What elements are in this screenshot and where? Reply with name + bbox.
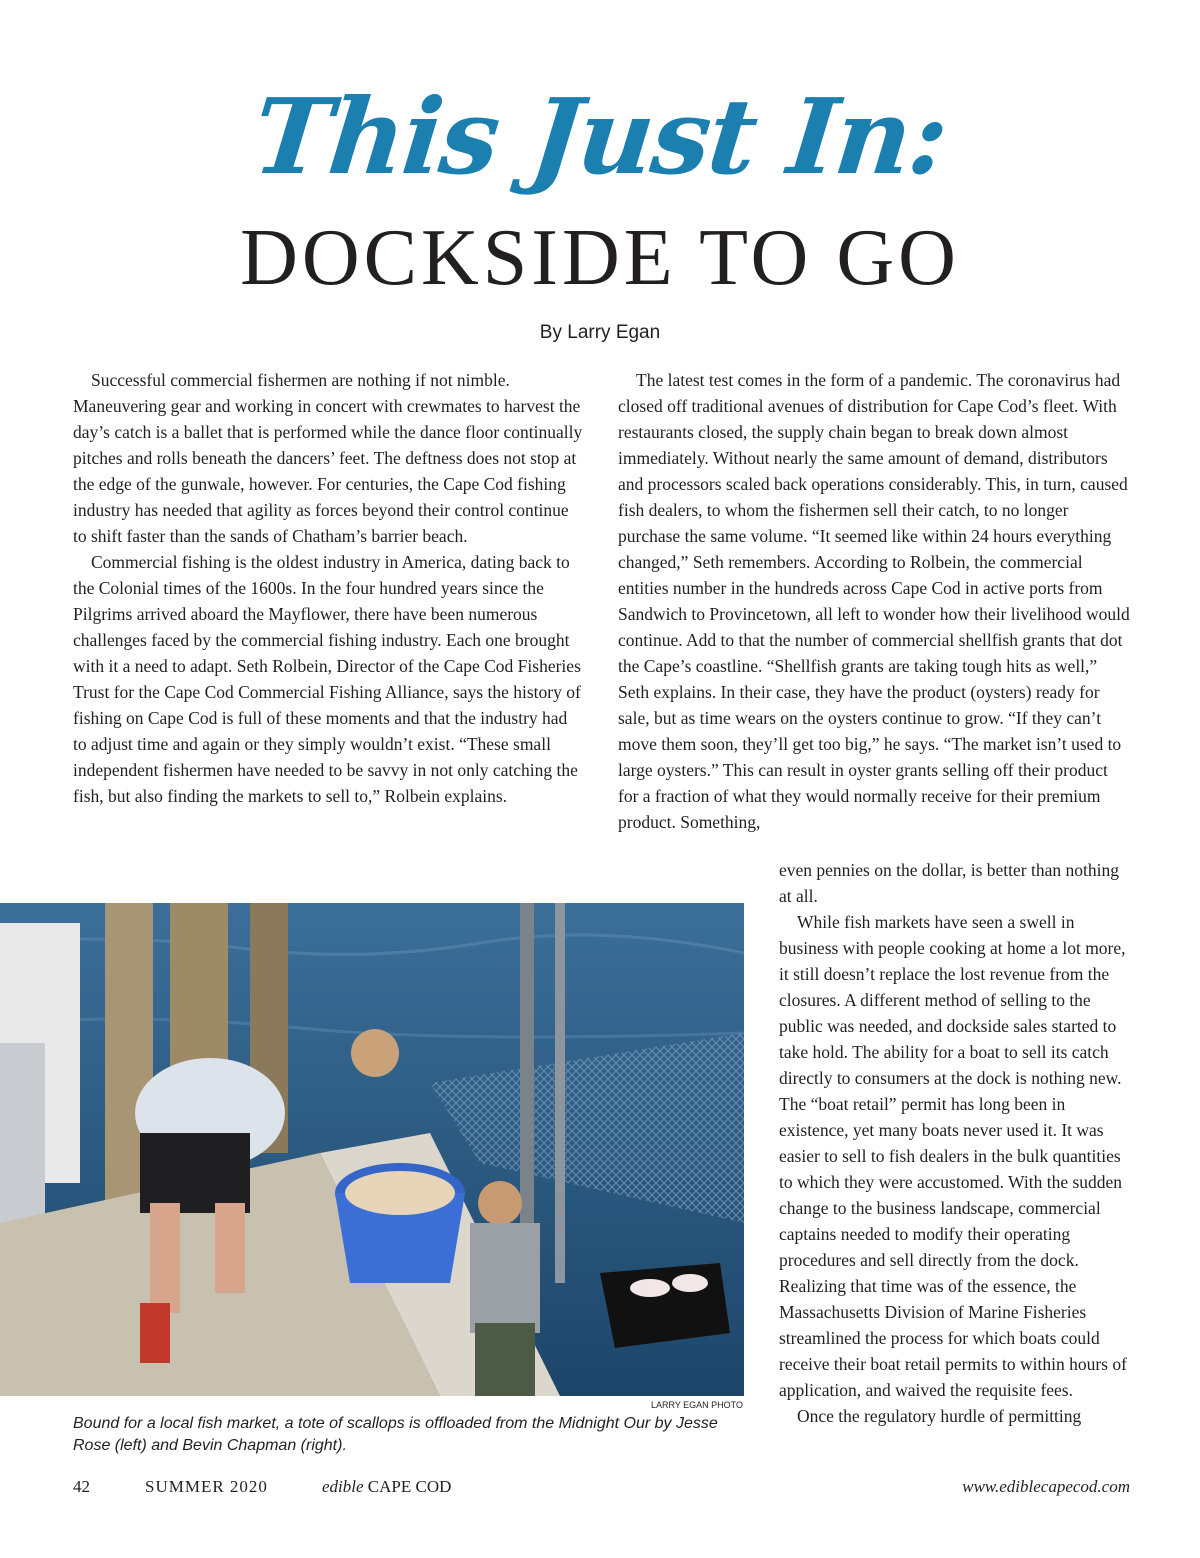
magazine-name <box>322 1474 451 1500</box>
magazine-name-italic: edible <box>322 1477 364 1496</box>
photo-credit: LARRY EGAN PHOTO <box>650 1400 743 1410</box>
article-column-right <box>618 367 1130 835</box>
article-column-left <box>73 367 585 809</box>
article-paragraph: even pennies on the dollar, is better than nothing at all. <box>779 860 1119 906</box>
issue-label: SUMMER 2020 <box>145 1477 268 1496</box>
article-paragraph: While fish markets have seen a swell in business with people cooking at home a lot more, it still doesn’t replace the lost revenue from the closures. A different method of selling to the public was needed, and dockside sales started to take hold. The ability for a boat to sell its catch directly to consumers at the dock is nothing new. The “boat retail” permit has long been in existence, yet many boats never used it. It was easier to sell to fish dealers in the bulk quantities to which they were accustomed. With the sudden change to the business landscape, commercial captains needed to modify their operating procedures and sell directly from the dock. Realizing that time was of the essence, the Massachusetts Division of Marine Fisheries streamlined the process for which boats could receive their boat retail permits to within hours of application, and waived the requisite fees. <box>779 912 1127 1400</box>
article-paragraph: Once the regulatory hurdle of permitting <box>797 1406 1082 1426</box>
byline: By Larry Egan <box>539 322 661 343</box>
photo-caption: Bound for a local fish market, a tote of scallops is offloaded from the Midnight Our by Jesse Rose (left) and Bevin Chapman (right). <box>73 1415 718 1454</box>
website-url: www.ediblecapecod.com <box>962 1477 1130 1496</box>
magazine-name-rest: CAPE COD <box>367 1477 452 1496</box>
article-paragraph: The latest test comes in the form of a pandemic. The coronavirus had closed off traditional avenues of distribution for Cape Cod’s fleet. With restaurants closed, the supply chain began to break down almost immediately. Without nearly the same amount of demand, distributors and processors scaled back operations considerably. This, in turn, caused fish dealers, to whom the fishermen sell their catch, to no longer purchase the same volume. “It seemed like within 24 hours everything changed,” Seth remembers. According to Rolbein, the commercial entities number in the hundreds across Cape Cod in active ports from Sandwich to Provincetown, all left to wonder how their livelihood would continue. Add to that the number of commercial shellfish grants that dot the Cape’s coastline. “Shellfish grants are taking tough hits as well,” Seth explains. In their case, they have the product (oysters) ready for sale, but as time wears on the oysters continue to grow. “If they can’t move them soon, they’ll get too big,” he says. “The market isn’t used to large oysters.” This can result in oyster grants selling off their product for a fraction of what they would normally receive for their premium product. Something, <box>618 370 1130 832</box>
page-number: 42 <box>73 1477 90 1496</box>
article-headline: DOCKSIDE TO GO <box>240 214 960 302</box>
article-paragraph: Successful commercial fishermen are nothing if not nimble. Maneuvering gear and working in concert with crewmates to harvest the day’s catch is a ballet that is performed while the dance floor continually pitches and rolls beneath the dancers’ feet. The deftness does not stop at the edge of the gunwale, however. For centuries, the Cape Cod fishing industry has needed that agility as forces beyond their control continue to shift faster than the sands of Chatham’s barrier beach. <box>73 370 583 546</box>
page-footer <box>0 1474 1200 1500</box>
article-kicker: This Just In: <box>247 75 953 198</box>
article-photo <box>0 903 744 1396</box>
article-paragraph: Commercial fishing is the oldest industry in America, dating back to the Colonial times of the 1600s. In the four hundred years since the Pilgrims arrived aboard the Mayflower, there have been numerous challenges faced by the commercial fishing industry. Each one brought with it a need to adapt. Seth Rolbein, Director of the Cape Cod Fisheries Trust for the Cape Cod Commercial Fishing Alliance, says the history of fishing on Cape Cod is full of these moments and that the industry had to adjust time and again or they simply wouldn’t exist. “These small independent fishermen have needed to be savvy in not only catching the fish, but also finding the markets to sell to,” Rolbein explains. <box>73 552 581 806</box>
article-column-right-narrow <box>779 857 1130 1429</box>
